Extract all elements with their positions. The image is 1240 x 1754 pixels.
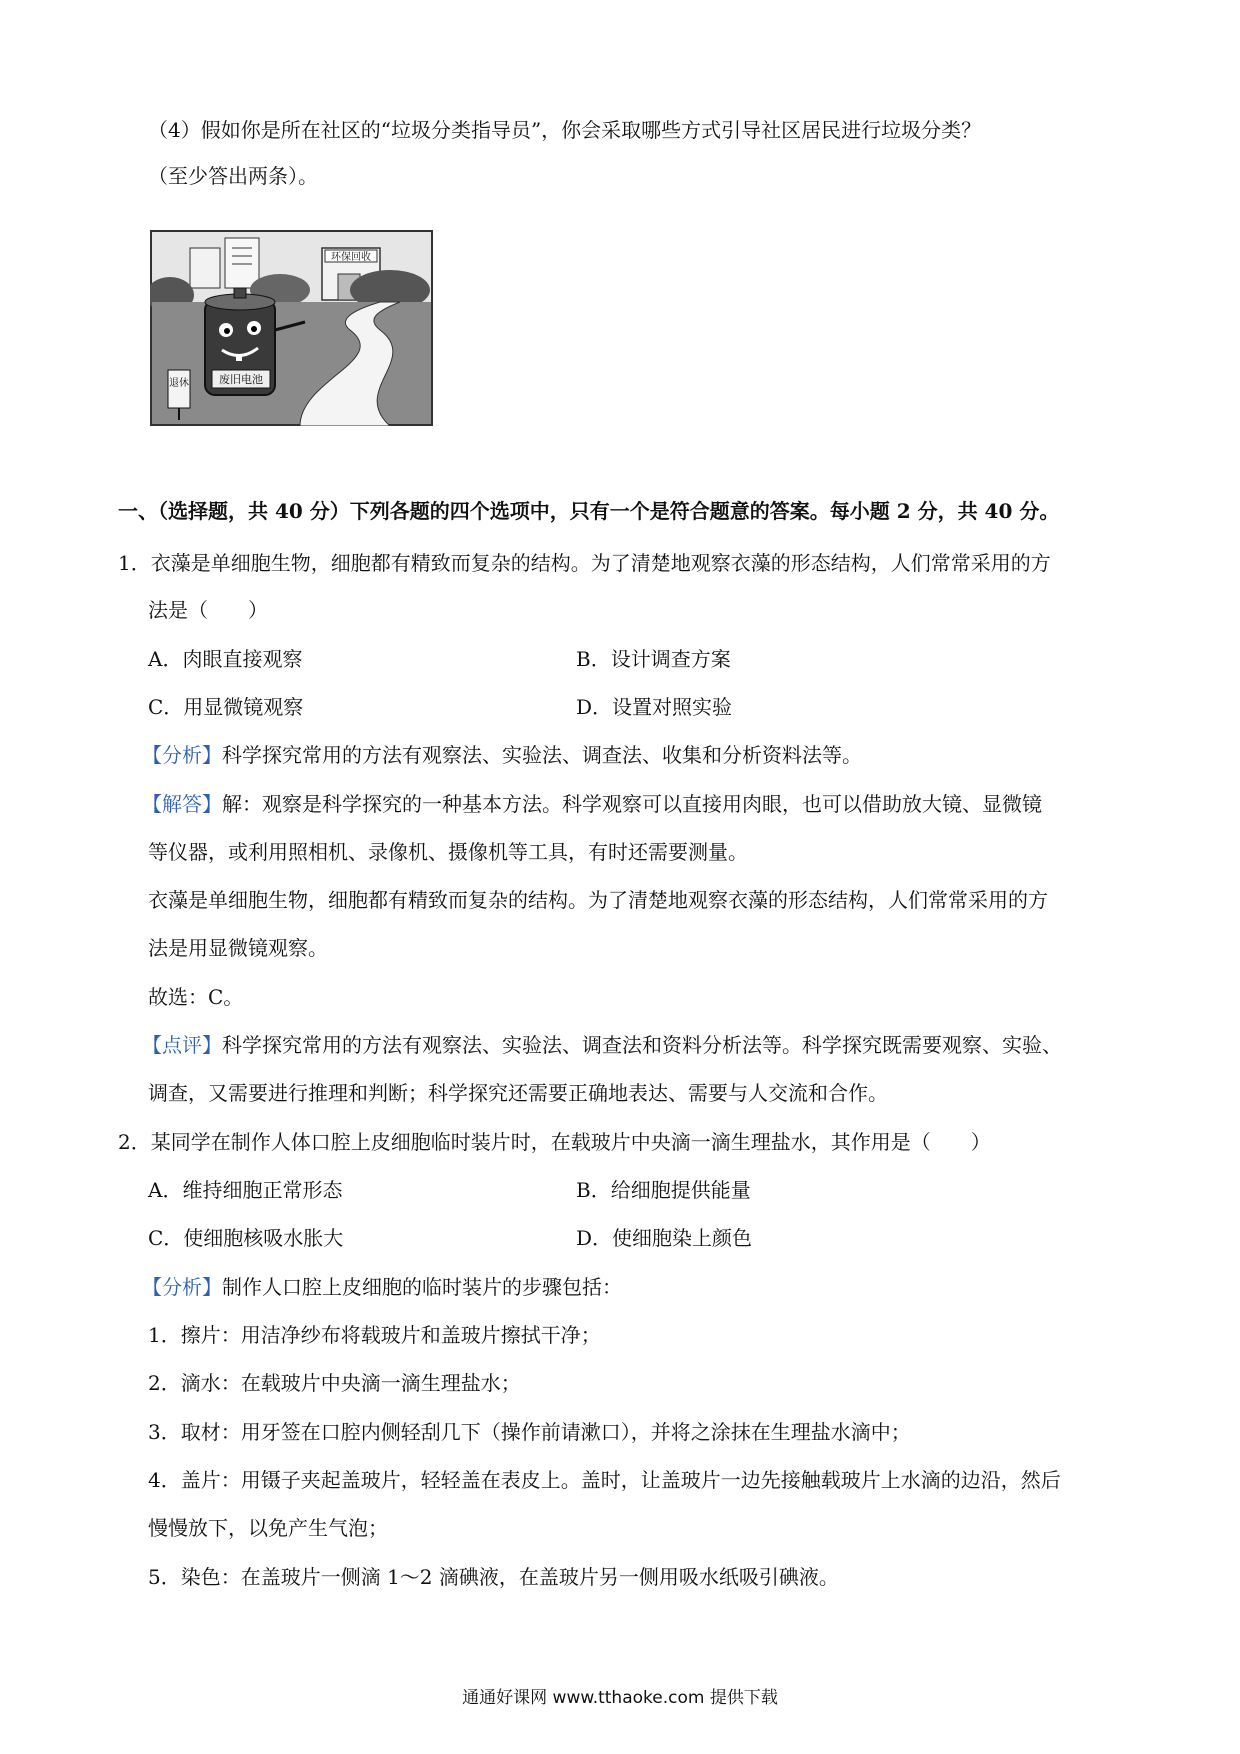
battery-label-text: 废旧电池: [219, 373, 263, 386]
q1-answer-paragraph: 衣藻是单细胞生物，细胞都有精致而复杂的结构。为了清楚地观察衣藻的形态结构，人们常常采用的方: [148, 888, 1048, 912]
question4-text-continued: （至少答出两条）。: [148, 164, 318, 188]
q1-comment-continued: 调查，又需要进行推理和判断；科学探究还需要正确地表达、需要与人交流和合作。: [148, 1081, 888, 1105]
comment-tag: 【点评】: [142, 1033, 222, 1057]
q1-comment: [142, 1031, 1062, 1059]
retire-sign-text: 退休: [169, 378, 189, 389]
q1-option-d: D．设置对照实验: [576, 695, 733, 719]
q2-analysis-text: 制作人口腔上皮细胞的临时装片的步骤包括：: [222, 1275, 622, 1299]
q1-comment-text: 科学探究常用的方法有观察法、实验法、调查法和资料分析法等。科学探究既需要观察、实验、: [222, 1033, 1062, 1057]
recycle-sign-text: 环保回收: [331, 252, 371, 263]
q1-analysis-text: 科学探究常用的方法有观察法、实验法、调查法、收集和分析资料法等。: [222, 743, 862, 767]
q2-option-c: C．使细胞核吸水胀大: [148, 1226, 344, 1250]
analysis-tag: 【分析】: [142, 743, 222, 767]
q1-choice: 故选：C。: [148, 985, 244, 1009]
q2-analysis: [142, 1273, 622, 1301]
q1-option-a: A．肉眼直接观察: [148, 647, 303, 671]
q1-analysis: [142, 741, 862, 769]
q2-step-continued: 慢慢放下，以免产生气泡；: [148, 1516, 388, 1540]
answer-tag: 【解答】: [142, 792, 222, 816]
q2-option-d: D．使细胞染上颜色: [576, 1226, 753, 1250]
q2-step: 5．染色：在盖玻片一侧滴 1～2 滴碘液，在盖玻片另一侧用吸水纸吸引碘液。: [148, 1565, 839, 1589]
page-footer: 通通好课网 www.tthaoke.com 提供下载: [462, 1688, 778, 1708]
section-header: 一、（选择题，共 40 分）下列各题的四个选项中，只有一个是符合题意的答案。每小题 2 分，共 40 分。: [118, 499, 1060, 523]
q2-option-a: A．维持细胞正常形态: [148, 1178, 343, 1202]
battery-recycling-cartoon: [150, 230, 433, 426]
q2-step: 1．擦片：用洁净纱布将载玻片和盖玻片擦拭干净；: [148, 1323, 601, 1347]
q2-step: 4．盖片：用镊子夹起盖玻片，轻轻盖在表皮上。盖时，让盖玻片一边先接触载玻片上水滴的边沿，然后: [148, 1468, 1061, 1492]
q1-answer-continued: 等仪器，或利用照相机、录像机、摄像机等工具，有时还需要测量。: [148, 840, 748, 864]
q1-option-c: C．用显微镜观察: [148, 695, 304, 719]
q2-step: 2．滴水：在载玻片中央滴一滴生理盐水；: [148, 1371, 521, 1395]
q2-option-b: B．给细胞提供能量: [576, 1178, 751, 1202]
analysis-tag: 【分析】: [142, 1275, 222, 1299]
q2-step: 3．取材：用牙签在口腔内侧轻刮几下（操作前请漱口），并将之涂抹在生理盐水滴中；: [148, 1420, 911, 1444]
q1-answer-text: 解：观察是科学探究的一种基本方法。科学观察可以直接用肉眼，也可以借助放大镜、显微镜: [222, 792, 1042, 816]
q1-stem: 1．衣藻是单细胞生物，细胞都有精致而复杂的结构。为了清楚地观察衣藻的形态结构，人们常常采用的方: [118, 551, 1051, 575]
q2-stem: 2．某同学在制作人体口腔上皮细胞临时装片时，在载玻片中央滴一滴生理盐水，其作用是（ ）: [118, 1130, 991, 1154]
q1-option-b: B．设计调查方案: [576, 647, 731, 671]
q1-answer: [142, 790, 1042, 818]
q1-answer-paragraph-continued: 法是用显微镜观察。: [148, 936, 328, 960]
question4-text: （4）假如你是所在社区的“垃圾分类指导员”，你会采取哪些方式引导社区居民进行垃圾分类？: [148, 118, 982, 142]
q1-stem-continued: 法是（ ）: [148, 598, 268, 622]
